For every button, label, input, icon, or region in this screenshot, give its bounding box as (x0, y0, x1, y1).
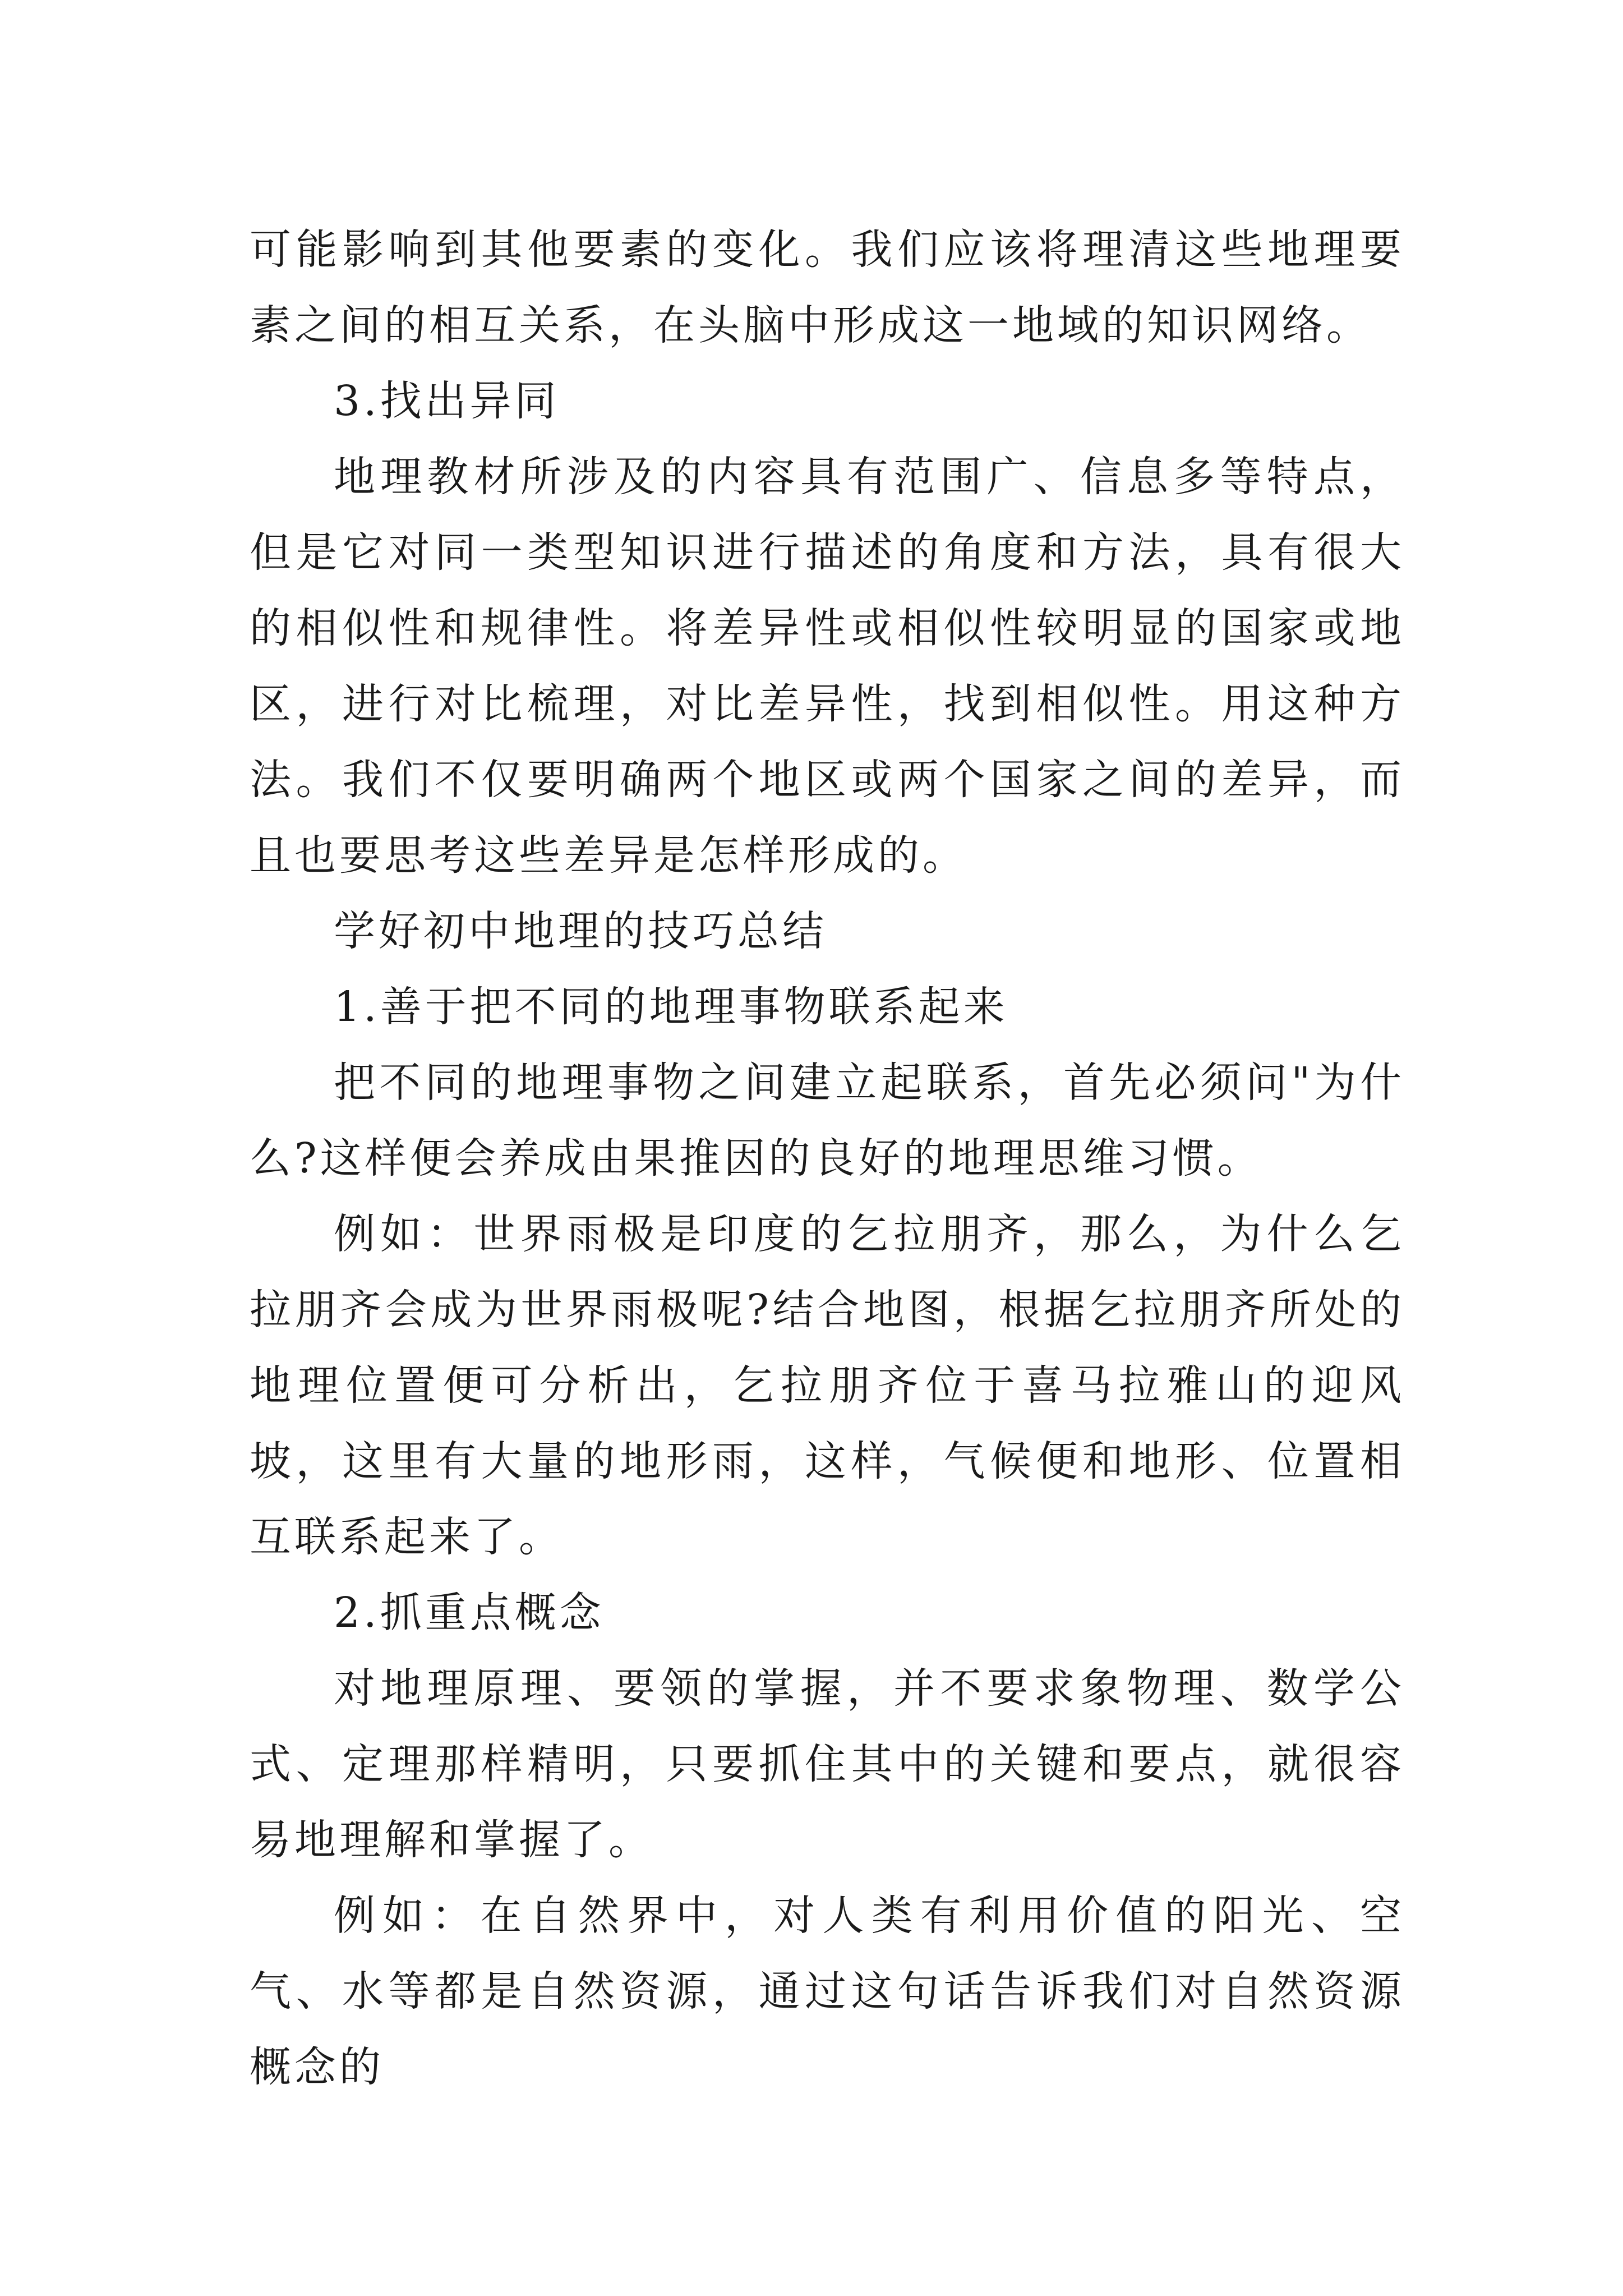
section-heading-link-things: 1.善于把不同的地理事物联系起来 (334, 983, 1008, 1031)
paragraph-cherrapunji-example: 例如：世界雨极是印度的乞拉朋齐，那么，为什么乞拉朋齐会成为世界雨极呢?结合地图，根据乞拉朋齐所处的地理位置便可分析出，乞拉朋齐位于喜马拉雅山的迎风坡，这里有大量的地形雨，这样，气候便和地形、位置相互联系起来了。 (250, 1210, 1405, 1561)
paragraph-ask-why: 把不同的地理事物之间建立起联系，首先必须问"为什么?这样便会养成由果推因的良好的地理思维习惯。 (250, 1059, 1405, 1182)
paragraph-natural-resources-example: 例如：在自然界中，对人类有利用价值的阳光、空气、水等都是自然资源，通过这句话告诉我们对自然资源概念的 (250, 1892, 1405, 2091)
paragraph-continuation: 可能影响到其他要素的变化。我们应该将理清这些地理要素之间的相互关系，在头脑中形成这一地域的知识网络。 (250, 226, 1405, 349)
paragraph-textbook-comparison: 地理教材所涉及的内容具有范围广、信息多等特点，但是它对同一类型知识进行描述的角度和方法，具有很大的相似性和规律性。将差异性或相似性较明显的国家或地区，进行对比梳理，对比差异性，找到相似性。用这种方法。我们不仅要明确两个地区或两个国家之间的差异，而且也要思考这些差异是怎样形成的。 (250, 453, 1405, 880)
document-body (250, 212, 1405, 2105)
section-heading-find-differences: 3.找出异同 (334, 377, 560, 425)
section-title-study-tips: 学好初中地理的技巧总结 (334, 907, 827, 955)
section-heading-key-concepts: 2.抓重点概念 (334, 1589, 605, 1637)
paragraph-principles: 对地理原理、要领的掌握，并不要求象物理、数学公式、定理那样精明，只要抓住其中的关键和要点，就很容易地理解和掌握了。 (250, 1664, 1405, 1864)
